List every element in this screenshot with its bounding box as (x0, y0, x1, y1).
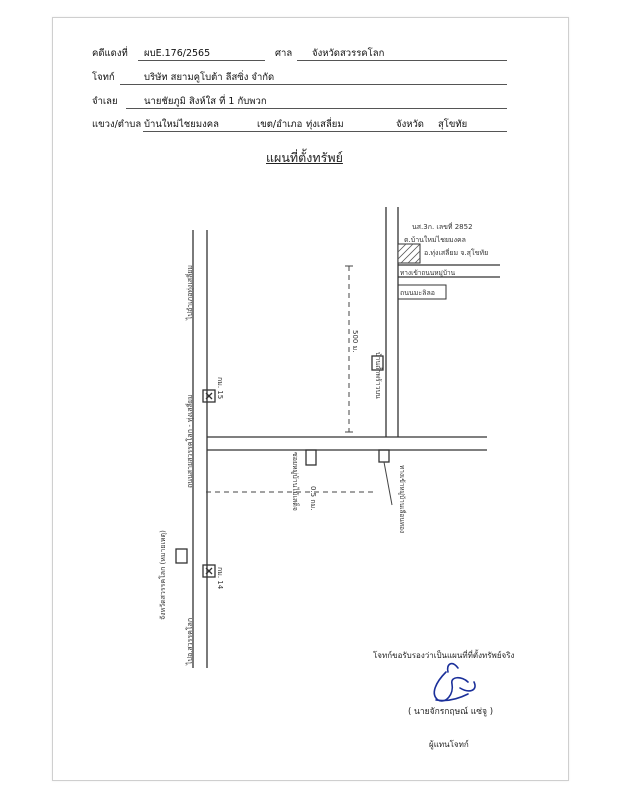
soi-label: ซอยหมู่บ้านไม้เสด็จ (291, 452, 299, 511)
court-value: จังหวัดสวรรคโลก (312, 48, 385, 59)
signatory-role: ผู้แทนโจทก์ (429, 740, 469, 749)
neighbor-top-label: ทางเข้าถนนหมู่บ้าน (400, 269, 456, 277)
plot-note-2: ต.บ้านใหม่ไชยมงคล (404, 236, 466, 244)
signatory-name: ( นายจักรกฤษณ์ แซ่จู ) (408, 707, 494, 717)
plaintiff-label: โจทก์ (92, 72, 115, 83)
km-mark-upper: กม. 15 (216, 377, 224, 400)
defendant-value: นายชัยภูมิ สิงห์ใส ที่ 1 กับพวก (144, 96, 267, 107)
case-number-label: คดีแดงที่ (92, 48, 128, 59)
subdistrict-label: แขวง/ตำบล (92, 119, 142, 130)
district-label: เขต/อำเภอ (257, 119, 303, 130)
province-label: จังหวัด (396, 119, 424, 130)
village-label: บ้านถ้ำพร้าวบน (374, 352, 382, 399)
neighbor-right-label: ถนนมะลิลอ (400, 289, 435, 297)
distance-vertical-label: 500 ม. (351, 330, 359, 353)
main-road-middle-label: ถนนสายสวรรคโลก - ทุ่งเสลี่ยม (186, 394, 194, 488)
court-label: ศาล (275, 48, 293, 59)
km-mark-lower: กม. 14 (216, 567, 224, 590)
subdistrict-value: บ้านใหม่ไชยมงคล (144, 119, 219, 130)
plot-note-3: อ.ทุ่งเสลี่ยม จ.สุโขทัย (424, 249, 489, 257)
district-value: ทุ่งเสลี่ยม (306, 119, 344, 130)
main-road-lower-label-b: ไปอ.สวรรคโลก (186, 617, 194, 665)
defendant-label: จำเลย (92, 96, 118, 107)
certification-statement: โจทก์ขอรับรองว่าเป็นแผนที่ที่ตั้งทรัพย์จริง (373, 651, 515, 660)
province-value: สุโขทัย (438, 119, 468, 130)
main-road-lower-label-a: จังหวัดสวรรคโลก (หมายเหตุ) (159, 530, 167, 620)
plaintiff-value: บริษัท สยามคูโบต้า ลีสซิ่ง จำกัด (144, 72, 275, 83)
plot-note-1: นส.3ก. เลขที่ 2852 (412, 223, 473, 231)
main-road-upper-label: ไปอำเภอทุ่งเสลี่ยม (186, 264, 194, 320)
map-title: แผนที่ตั้งทรัพย์ (266, 150, 343, 165)
branch-label: ทางเข้าหมู่บ้านเลื่อนทอง (398, 465, 406, 534)
case-number-value: ผบE.176/2565 (144, 48, 211, 59)
distance-horizontal-label: 0.5 กม. (309, 486, 317, 511)
